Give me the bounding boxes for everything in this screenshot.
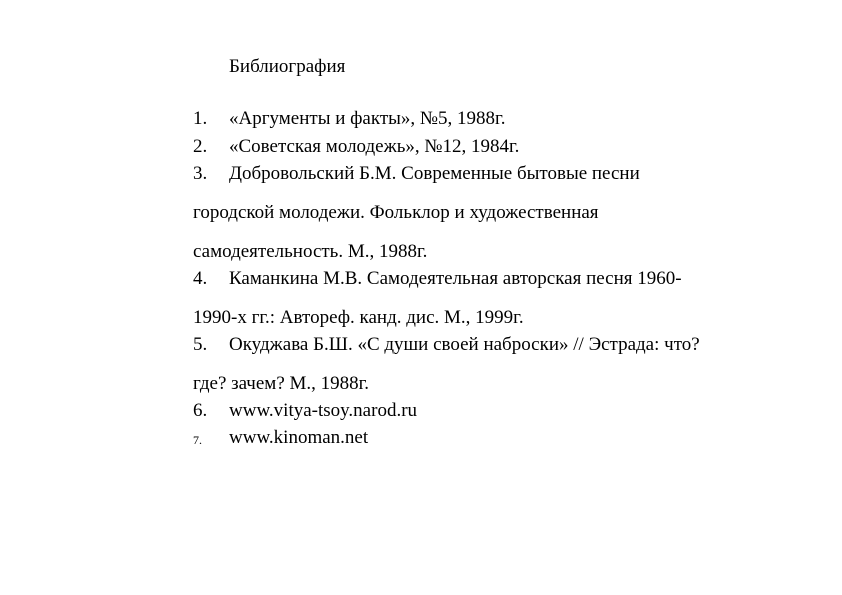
- item-text-continuation: где? зачем? М., 1988г.: [193, 373, 370, 394]
- item-text: Окуджава Б.Ш. «С души своей наброски» // Эстрада: что?: [229, 334, 700, 355]
- item-text: «Советская молодежь», №12, 1984г.: [229, 136, 520, 157]
- item-number: 6.: [193, 400, 208, 421]
- item-link[interactable]: www.kinoman.net: [229, 427, 369, 448]
- bibliography-title: Библиография: [229, 56, 346, 77]
- item-text-continuation: 1990-х гг.: Автореф. канд. дис. М., 1999г.: [193, 307, 524, 328]
- item-number: 4.: [193, 268, 208, 289]
- item-text: Каманкина М.В. Самодеятельная авторская песня 1960-: [229, 268, 682, 289]
- item-link[interactable]: www.vitya-tsoy.narod.ru: [229, 400, 418, 421]
- item-number: 3.: [193, 163, 208, 184]
- item-text-continuation: самодеятельность. М., 1988г.: [193, 241, 428, 262]
- item-text: Добровольский Б.М. Современные бытовые песни: [229, 163, 640, 184]
- item-number: 2.: [193, 136, 208, 157]
- item-number: 7.: [193, 433, 202, 447]
- item-number: 1.: [193, 108, 208, 129]
- item-text-continuation: городской молодежи. Фольклор и художественная: [193, 202, 599, 223]
- item-number: 5.: [193, 334, 208, 355]
- item-text: «Аргументы и факты», №5, 1988г.: [229, 108, 506, 129]
